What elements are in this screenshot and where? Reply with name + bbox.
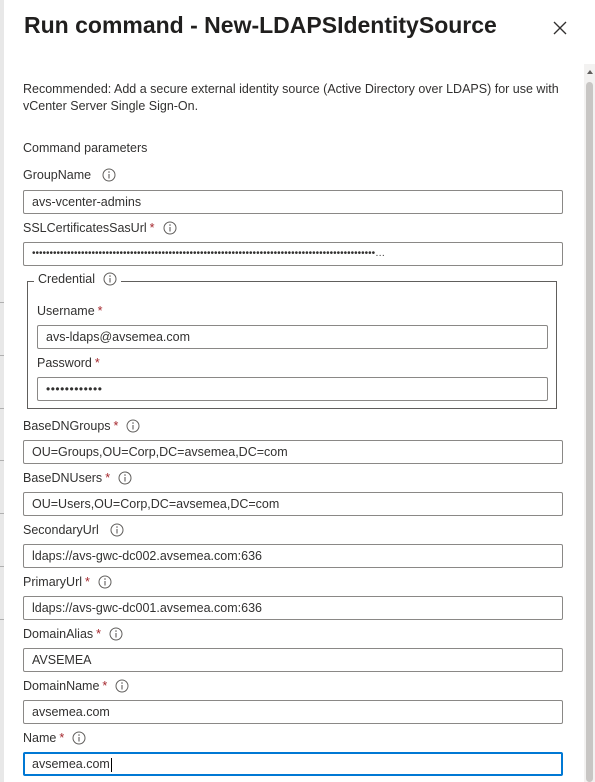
name-input[interactable] xyxy=(23,752,563,776)
domainname-label-text: DomainName xyxy=(23,679,100,693)
left-edge-strip xyxy=(0,0,4,782)
basedngroups-label-text: BaseDNGroups xyxy=(23,419,111,433)
info-icon[interactable] xyxy=(102,168,116,182)
secondaryurl-input[interactable]: ldaps://avs-gwc-dc002.avsemea.com:636 xyxy=(23,544,563,568)
domainname-input[interactable]: avsemea.com xyxy=(23,700,563,724)
groupname-label-text: GroupName xyxy=(23,168,92,182)
info-icon[interactable] xyxy=(163,221,177,235)
basedngroups-required-mark: * xyxy=(113,419,119,433)
basednusers-label-text: BaseDNUsers xyxy=(23,471,103,485)
domainalias-label-text: DomainAlias xyxy=(23,627,94,641)
basednusers-required-mark: * xyxy=(105,471,111,485)
sslcertificatessasurl-input[interactable]: ••••••••••••••••••••••••••••••••••••••••••••••••••••••••••••••••••••••••••••••••••••••••••••••••••… xyxy=(23,242,563,266)
primaryurl-label-text: PrimaryUrl xyxy=(23,575,83,589)
info-icon[interactable] xyxy=(115,679,129,693)
info-icon[interactable] xyxy=(118,471,132,485)
scrollbar-up-arrow-icon[interactable] xyxy=(587,70,593,74)
username-label xyxy=(37,304,103,318)
info-icon[interactable] xyxy=(72,731,86,745)
username-input[interactable]: avs-ldaps@avsemea.com xyxy=(37,325,548,349)
panel-description: Recommended: Add a secure external identity source (Active Directory over LDAPS) for use with vCenter Server Single Sign-On. xyxy=(23,82,559,113)
basedngroups-input[interactable]: OU=Groups,OU=Corp,DC=avsemea,DC=com xyxy=(23,440,563,464)
primaryurl-label xyxy=(23,575,112,589)
primaryurl-required-mark: * xyxy=(85,575,90,589)
sslcertificatessasurl-label-text: SSLCertificatesSasUrl xyxy=(23,221,147,235)
command-parameters-label: Command parameters xyxy=(23,141,148,155)
domainname-required-mark: * xyxy=(102,679,108,693)
info-icon[interactable] xyxy=(126,419,140,433)
info-icon[interactable] xyxy=(109,627,123,641)
primaryurl-input[interactable]: ldaps://avs-gwc-dc001.avsemea.com:636 xyxy=(23,596,563,620)
info-icon[interactable] xyxy=(110,523,124,537)
domainalias-label xyxy=(23,627,123,641)
name-input-value: avsemea.com xyxy=(32,757,110,771)
username-label-text: Username xyxy=(37,304,95,318)
info-icon[interactable] xyxy=(103,272,117,286)
info-icon[interactable] xyxy=(98,575,112,589)
name-label xyxy=(23,731,86,745)
credential-legend-text: Credential xyxy=(38,272,95,286)
name-required-mark: * xyxy=(59,731,65,745)
sslcertificatessasurl-required-mark: * xyxy=(149,221,155,235)
close-button[interactable] xyxy=(548,16,572,40)
secondaryurl-label xyxy=(23,523,124,537)
password-label xyxy=(37,356,100,370)
sslcertificatessasurl-label xyxy=(23,221,177,235)
domainalias-required-mark: * xyxy=(96,627,102,641)
basedngroups-label xyxy=(23,419,140,433)
basednusers-label xyxy=(23,471,132,485)
password-label-text: Password xyxy=(37,356,92,370)
close-icon[interactable] xyxy=(548,16,572,40)
groupname-label xyxy=(23,168,116,182)
password-required-mark: * xyxy=(94,356,100,370)
basednusers-input[interactable]: OU=Users,OU=Corp,DC=avsemea,DC=com xyxy=(23,492,563,516)
credential-legend xyxy=(34,272,121,286)
domainalias-input[interactable]: AVSEMEA xyxy=(23,648,563,672)
domainname-label xyxy=(23,679,129,693)
scrollbar-thumb[interactable] xyxy=(586,82,593,782)
secondaryurl-label-text: SecondaryUrl xyxy=(23,523,99,537)
password-input[interactable]: •••••••••••• xyxy=(37,377,548,401)
name-label-text: Name xyxy=(23,731,57,745)
groupname-input[interactable]: avs-vcenter-admins xyxy=(23,190,563,214)
username-required-mark: * xyxy=(97,304,103,318)
text-cursor xyxy=(111,758,112,772)
panel-title: Run command - New-LDAPSIdentitySource xyxy=(24,12,497,38)
